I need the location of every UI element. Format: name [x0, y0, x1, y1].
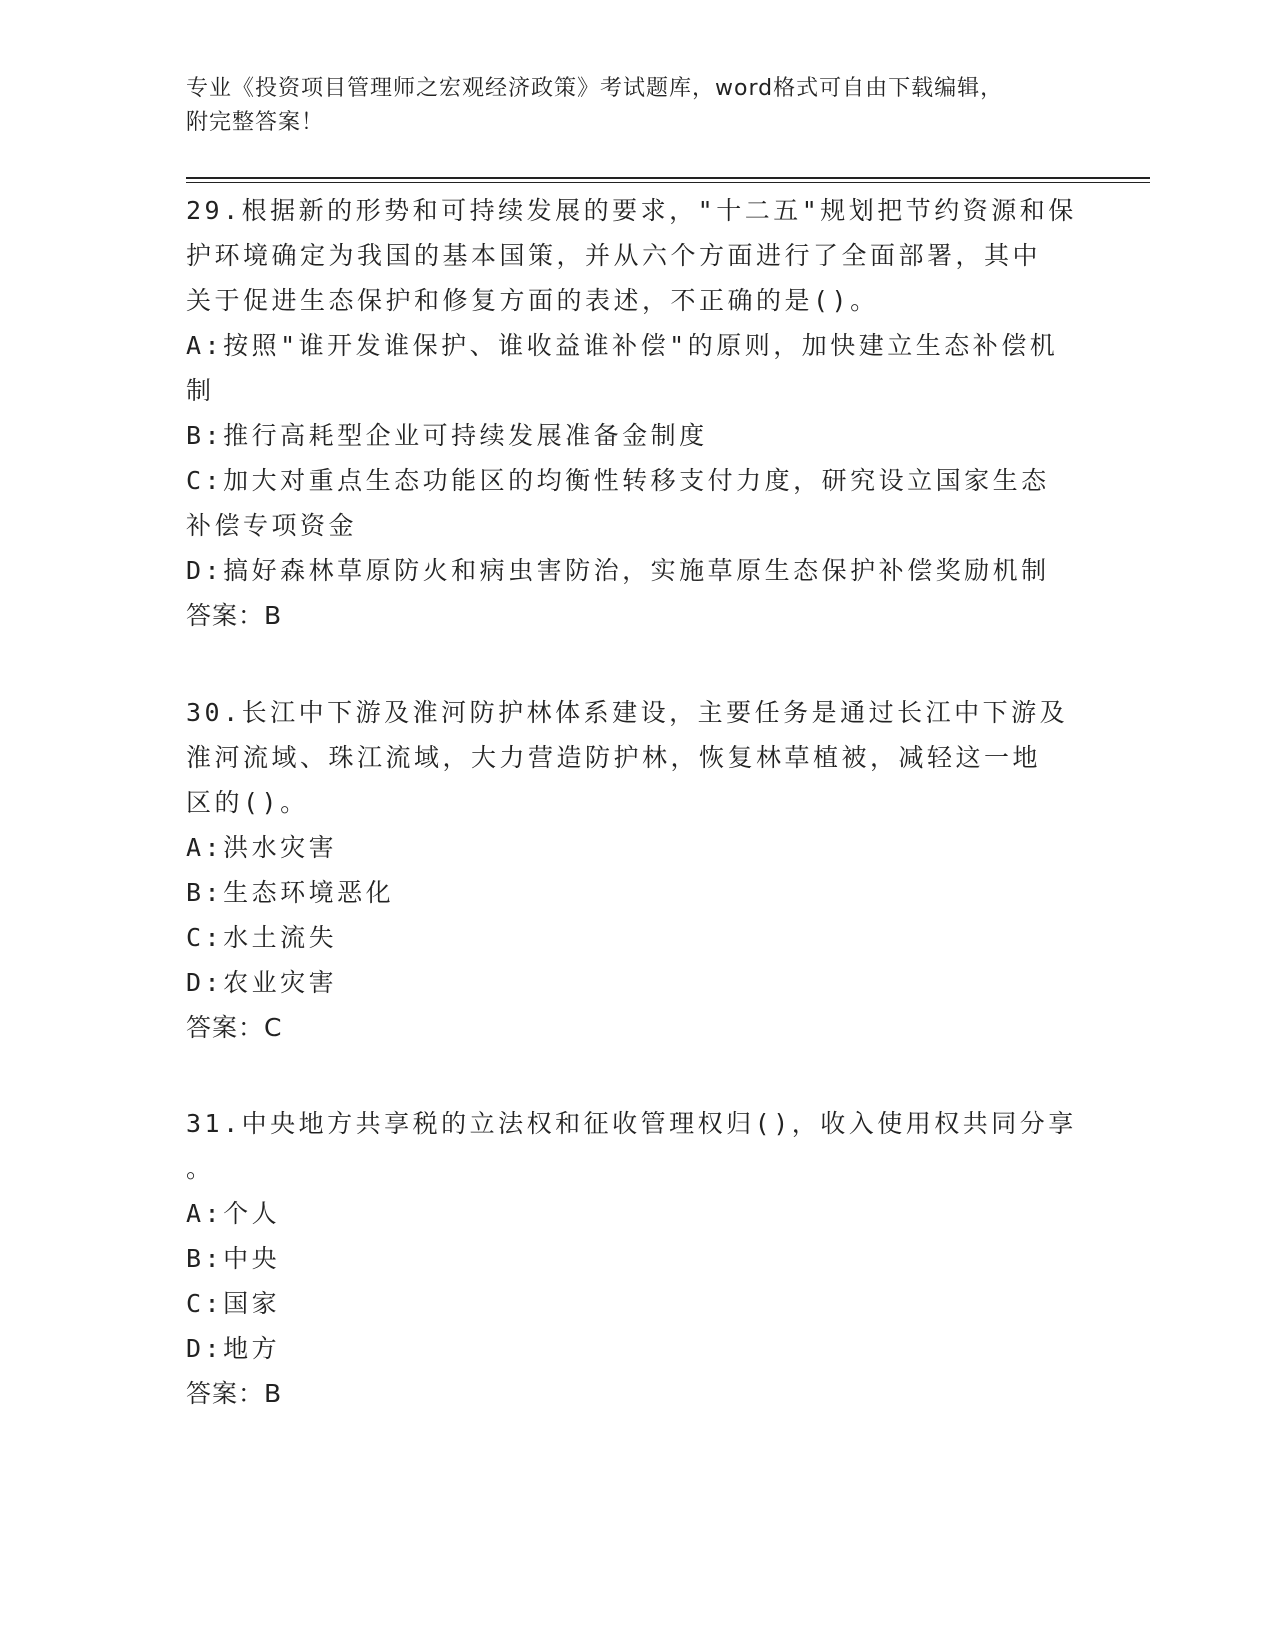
option-b: B:生态环境恶化: [186, 878, 395, 907]
answer-label: 答案：B: [186, 1379, 283, 1408]
option-c: C:加大对重点生态功能区的均衡性转移支付力度，研究设立国家生态: [186, 466, 1050, 495]
answer-label: 答案：C: [186, 1013, 283, 1042]
question-31: [186, 1101, 1076, 1416]
question-29: [186, 188, 1076, 638]
answer-label: 答案：B: [186, 601, 283, 630]
question-text-line: 。: [186, 1154, 215, 1183]
option-a: A:洪水灾害: [186, 833, 338, 862]
option-b: B:中央: [186, 1244, 281, 1273]
option-d: D:地方: [186, 1334, 281, 1363]
option-c: C:水土流失: [186, 923, 338, 952]
document-header: [186, 72, 1066, 140]
question-text-line: 护环境确定为我国的基本国策，并从六个方面进行了全面部署，其中: [186, 241, 1042, 270]
option-d: D:农业灾害: [186, 968, 338, 997]
option-c: C:国家: [186, 1289, 281, 1318]
header-divider-top: [186, 177, 1150, 179]
question-30: [186, 690, 1076, 1050]
header-divider-bottom: [186, 182, 1150, 183]
question-text-line: 31.中央地方共享税的立法权和征收管理权归()，收入使用权共同分享: [186, 1109, 1077, 1138]
question-text-line: 关于促进生态保护和修复方面的表述，不正确的是()。: [186, 286, 879, 315]
option-a: A:个人: [186, 1199, 281, 1228]
question-text-line: 29.根据新的形势和可持续发展的要求，"十二五"规划把节约资源和保: [186, 196, 1077, 225]
question-text-line: 区的()。: [186, 788, 309, 817]
question-text-line: 30.长江中下游及淮河防护林体系建设，主要任务是通过长江中下游及: [186, 698, 1069, 727]
option-b: B:推行高耗型企业可持续发展准备金制度: [186, 421, 708, 450]
question-text-line: 淮河流域、珠江流域，大力营造防护林，恢复林草植被，减轻这一地: [186, 743, 1042, 772]
option-a-continued: 制: [186, 376, 215, 405]
header-line-2: 附完整答案！: [186, 110, 325, 135]
option-c-continued: 补偿专项资金: [186, 511, 358, 540]
option-a: A:按照"谁开发谁保护、谁收益谁补偿"的原则，加快建立生态补偿机: [186, 331, 1059, 360]
option-d: D:搞好森林草原防火和病虫害防治，实施草原生态保护补偿奖励机制: [186, 556, 1050, 585]
header-line-1: 专业《投资项目管理师之宏观经济政策》考试题库，word格式可自由下载编辑，: [186, 76, 1004, 101]
